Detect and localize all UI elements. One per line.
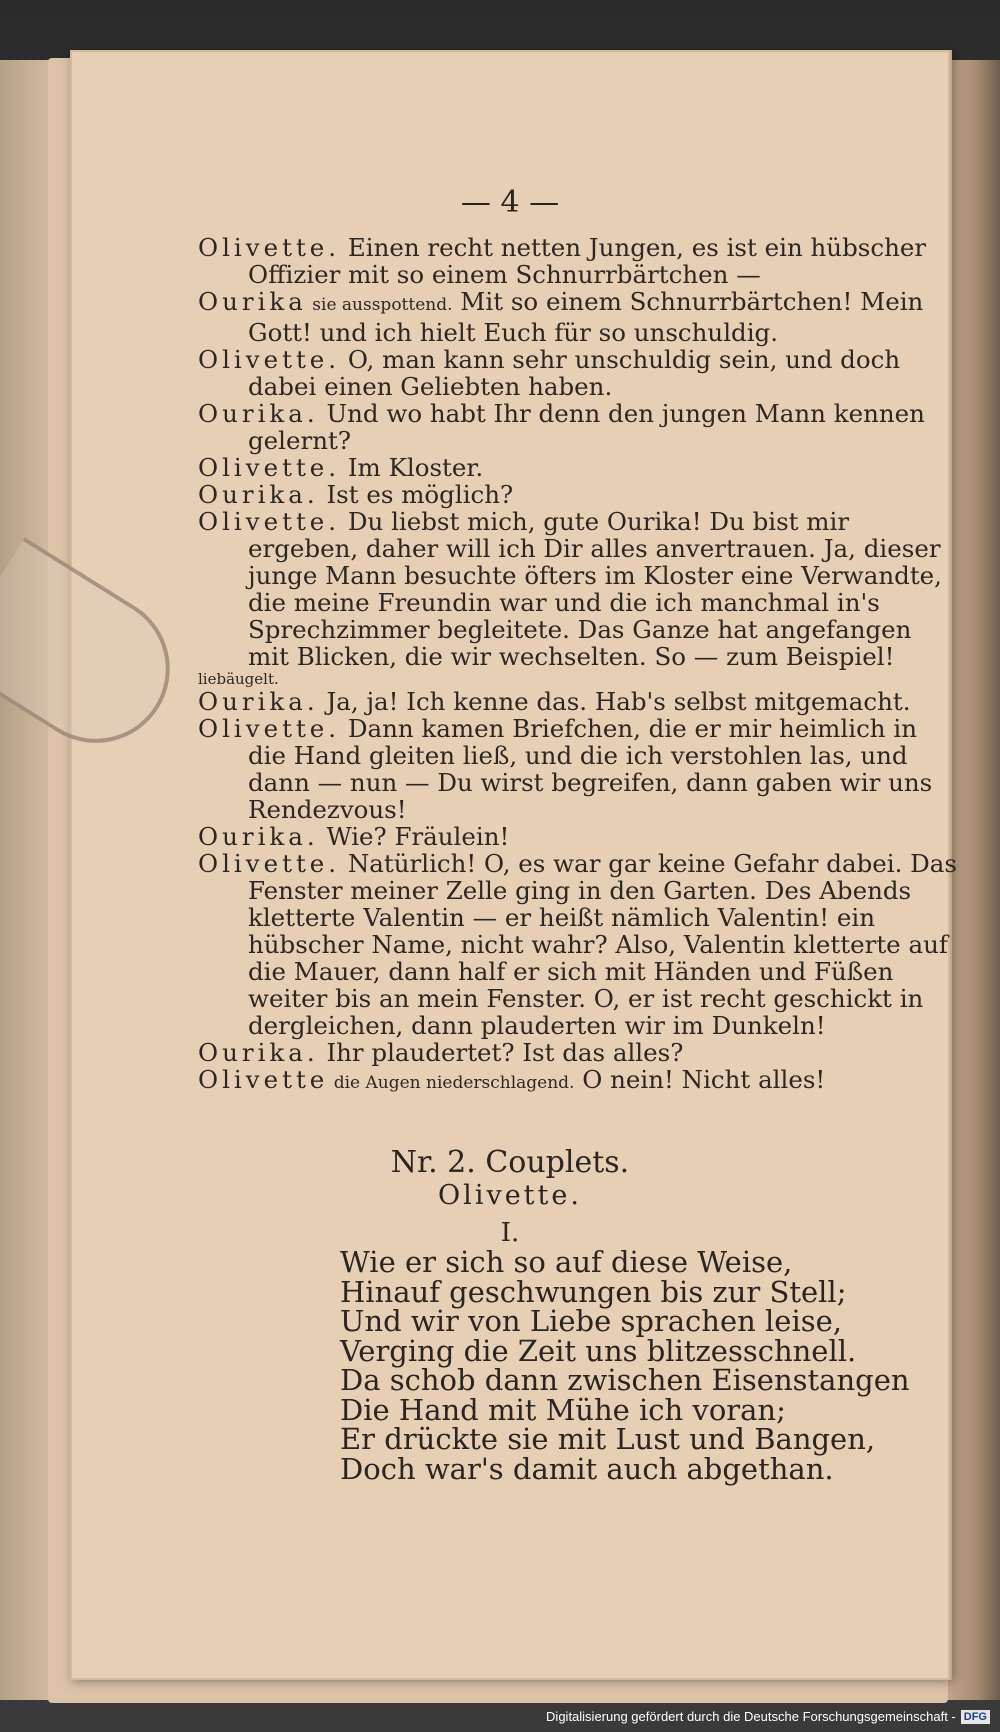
speaker-name: Olivette. (198, 345, 341, 374)
dialogue-entry (198, 1066, 958, 1097)
dialogue-text: Dann kamen Briefchen, die er mir heimlich in die Hand gleiten ließ, und die ich verstohlen las, und dann — nun — Du wirst begreifen, dann gaben wir uns Rendezvous! (248, 714, 933, 824)
speaker-name: Ourika. (198, 1038, 319, 1067)
dialogue-block (198, 234, 958, 1097)
speaker-name: Olivette. (198, 233, 341, 262)
dialogue-entry (198, 400, 958, 454)
footer-text: Digitalisierung gefördert durch die Deutsche Forschungsgemeinschaft - (546, 1709, 956, 1724)
verse-line: Wie er sich so auf diese Weise, (340, 1245, 793, 1279)
verse-line: Verging die Zeit uns blitzesschnell. (340, 1333, 857, 1368)
speaker-name: Olivette. (198, 507, 341, 536)
dialogue-entry (198, 346, 958, 400)
dialogue-entry (198, 670, 958, 688)
speaker-name: Ourika. (198, 480, 319, 509)
verse-number: I. (500, 1218, 520, 1248)
dialogue-entry (198, 715, 958, 823)
verse-line: Doch war's damit auch abgethan. (340, 1451, 834, 1486)
dfg-logo: DFG (961, 1710, 990, 1724)
dialogue-text: O nein! Nicht alles! (574, 1065, 826, 1094)
stage-direction: die Augen niederschlagend. (328, 1073, 575, 1093)
dialogue-entry (198, 688, 958, 715)
song-singer: Olivette. (438, 1180, 582, 1211)
dialogue-text: Einen recht netten Jungen, es ist ein hübscher Offizier mit so einem Schnurrbärtchen — (248, 233, 927, 289)
dialogue-entry (198, 288, 958, 346)
dialogue-entry (198, 454, 958, 481)
dialogue-text: Ja, ja! Ich kenne das. Hab's selbst mitgemacht. (318, 687, 911, 716)
verse-line: Und wir von Liebe sprachen leise, (340, 1304, 843, 1338)
dialogue-entry (198, 481, 958, 508)
dialogue-text: Ihr plaudertet? Ist das alles? (318, 1038, 684, 1067)
dialogue-entry (198, 1039, 958, 1066)
verse-line: Da schob dann zwischen Eisenstangen (340, 1363, 910, 1397)
speaker-name: Olivette. (198, 849, 341, 878)
dialogue-text: Du liebst mich, gute Ourika! Du bist mir ergeben, daher will ich Dir alles anvertrauen. Ja, dieser junge Mann besuchte öfters im Kloster eine Verwandte, die meine Freundin war und die ich manchmal in's Sprechzimmer begleitete. Das Ganze hat angefangen mit Blicken, die wir wechselten. So — zum Beispiel! (248, 507, 942, 671)
speaker-name: Olivette. (198, 714, 341, 743)
dialogue-entry (198, 850, 958, 1039)
speaker-name: Ourika. (198, 687, 319, 716)
speaker-name: Ourika (198, 287, 307, 316)
book-page (70, 50, 957, 1680)
speaker-name: Ourika. (198, 822, 319, 851)
speaker-name: Olivette. (198, 453, 341, 482)
stage-direction: sie ausspottend. (306, 295, 453, 315)
verse-line: Hinauf geschwungen bis zur Stell; (340, 1274, 847, 1309)
funding-footer (546, 1709, 990, 1724)
page-number: — 4 — (460, 185, 560, 220)
dialogue-text: Natürlich! O, es war gar keine Gefahr dabei. Das Fenster meiner Zelle ging in den Garten. Des Abends kletterte Valentin — er heißt nämlich Valentin! ein hübscher Name, nicht wahr? Also, Valentin kletterte auf die Mauer, dann half er sich mit Händen und Füßen weiter bis an mein Fenster. O, er ist recht geschickt in dergleichen, dann plauderten wir im Dunkeln! (248, 849, 957, 1040)
dialogue-text: Wie? Fräulein! (318, 822, 510, 851)
song-title: Nr. 2. Couplets. (390, 1145, 630, 1180)
dialogue-entry (198, 508, 958, 670)
speaker-name: Ourika. (198, 399, 319, 428)
dialogue-text: Mit so einem Schnurrbärtchen! Mein Gott! und ich hielt Euch für so unschuldig. (248, 287, 924, 347)
speaker-name: Olivette (198, 1065, 329, 1094)
verse-line: Er drückte sie mit Lust und Bangen, (340, 1422, 876, 1456)
verse-line: Die Hand mit Mühe ich voran; (340, 1392, 786, 1427)
dialogue-entry (198, 823, 958, 850)
dialogue-text: O, man kann sehr unschuldig sein, und doch dabei einen Geliebten haben. (248, 345, 901, 401)
dialogue-entry (198, 234, 958, 288)
verse-block (340, 1245, 910, 1486)
dialogue-text: Und wo habt Ihr denn den jungen Mann kennen gelernt? (248, 399, 925, 455)
dialogue-text: Ist es möglich? (318, 480, 514, 509)
stage-direction: liebäugelt. (198, 670, 279, 688)
dialogue-text: Im Kloster. (340, 453, 484, 482)
